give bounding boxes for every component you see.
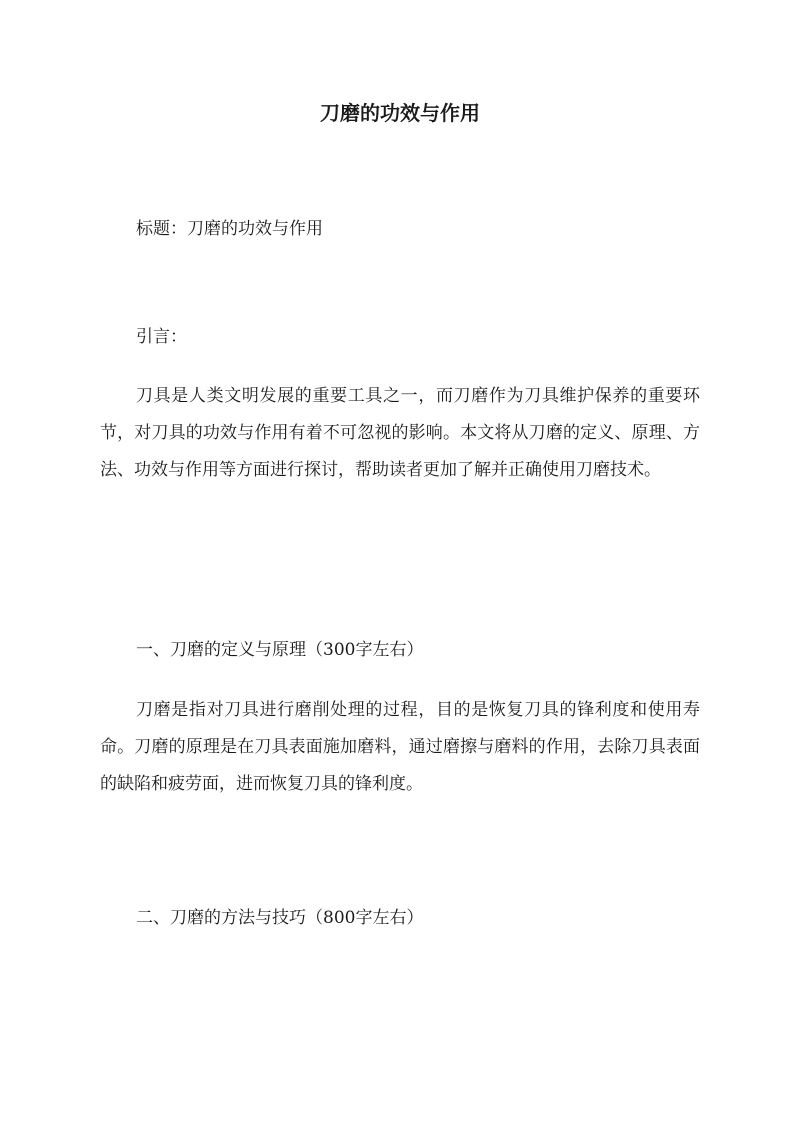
section1-heading: 一、刀磨的定义与原理（300字左右） — [136, 640, 424, 660]
subtitle-line: 标题：刀磨的功效与作用 — [136, 219, 323, 239]
document-title: 刀磨的功效与作用 — [320, 101, 480, 125]
section1-paragraph: 刀磨是指对刀具进行磨削处理的过程，目的是恢复刀具的锋利度和使用寿命。刀磨的原理是在刀具表面施加磨料，通过磨擦与磨料的作用，去除刀具表面的缺陷和疲劳面，进而恢复刀具的锋利度。 — [100, 700, 700, 794]
intro-heading: 引言： — [136, 327, 187, 347]
section2-heading: 二、刀磨的方法与技巧（800字左右） — [136, 908, 424, 928]
intro-paragraph: 刀具是人类文明发展的重要工具之一，而刀磨作为刀具维护保养的重要环节，对刀具的功效与作用有着不可忽视的影响。本文将从刀磨的定义、原理、方法、功效与作用等方面进行探讨，帮助读者更加了解并正确使用刀磨技术。 — [100, 386, 700, 480]
